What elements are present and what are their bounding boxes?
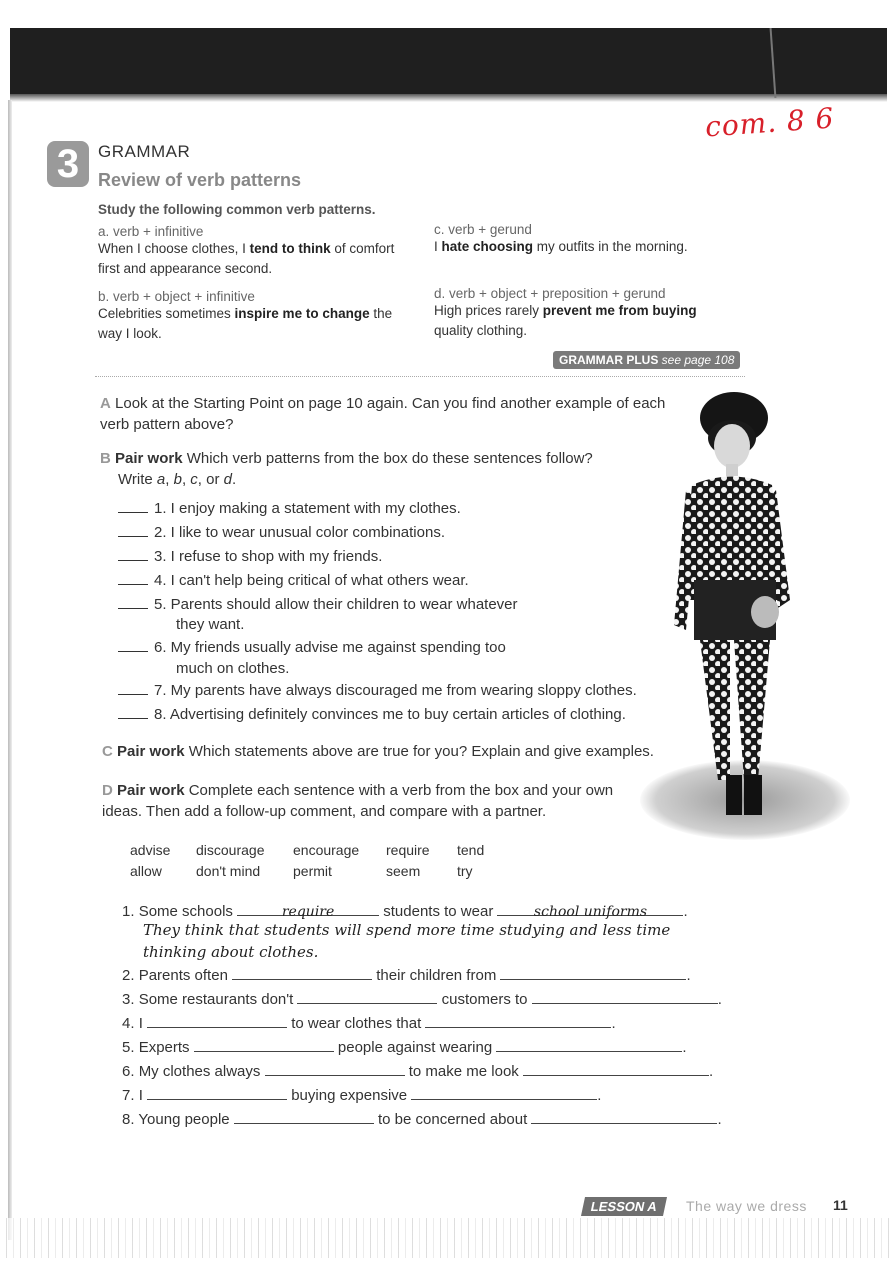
list-item-continuation: much on clothes. [176,660,290,677]
section-title: GRAMMAR [98,142,191,161]
answer-blank[interactable] [500,965,686,980]
answer-blank[interactable] [523,1061,709,1076]
answer-blank[interactable] [118,639,148,652]
answer-blank[interactable] [118,500,148,513]
unit-title: The way we dress [686,1198,807,1214]
sentence-7: 7. I buying expensive . [122,1087,602,1104]
pattern-heading: c. verb + gerund [434,222,532,237]
answer-blank[interactable] [118,572,148,585]
answer-blank[interactable] [297,989,437,1004]
answer-blank[interactable] [496,1037,682,1052]
section-divider [95,376,745,377]
lesson-tag: LESSON A [581,1197,667,1216]
list-item: 3. I refuse to shop with my friends. [118,546,382,567]
pattern-heading: b. verb + object + infinitive [98,289,255,304]
list-item: 4. I can't help being critical of what others wear. [118,570,469,591]
exercise-a [100,393,675,435]
list-item: 5. Parents should allow their children to wear whatever [118,594,518,615]
pattern-heading: d. verb + object + preposition + gerund [434,286,666,301]
answer-blank[interactable]: school uniforms [497,901,683,916]
exercise-letter: D [102,782,113,799]
pattern-d [434,286,724,341]
sentence-5: 5. Experts people against wearing . [122,1039,687,1056]
list-item: 6. My friends usually advise me against spending too [118,637,506,658]
intro-text: Study the following common verb patterns. [98,202,376,217]
answer-blank[interactable] [118,548,148,561]
pair-work-label: Pair work [117,782,185,799]
exercise-letter: B [100,450,111,467]
pattern-a [98,224,398,279]
grammar-plus-link[interactable]: GRAMMAR PLUS see page 108 [553,351,740,369]
answer-blank[interactable] [147,1013,287,1028]
answer-blank[interactable] [194,1037,334,1052]
list-item: 8. Advertising definitely convinces me to buy certain articles of clothing. [118,704,626,725]
word-box-col: advise allow [130,842,171,879]
answer-blank[interactable] [532,989,718,1004]
answer-blank[interactable] [531,1109,717,1124]
word-box-col: tend try [457,842,485,879]
pair-work-label: Pair work [115,450,183,467]
pattern-heading: a. verb + infinitive [98,224,204,239]
exercise-b: B Pair work Which verb patterns from the box do these sentences follow? Write a, b, c, or d. [100,450,593,488]
exercise-text: Look at the Starting Point on page 10 again. Can you find another example of each verb pattern above? [100,395,666,433]
exercise-c [102,741,722,762]
exercise-letter: C [102,743,113,760]
word-box-col: require seem [386,842,430,879]
pattern-example: High prices rarely prevent me from buying quality clothing. [434,303,697,338]
word-box-col: discourage don't mind [196,842,265,879]
section-number-badge: 3 [47,141,89,187]
handwritten-note: com. 8 6 [704,101,836,144]
pattern-example: When I choose clothes, I tend to think of comfort first and appearance second. [98,241,395,276]
list-item: 1. I enjoy making a statement with my clothes. [118,498,461,519]
exercise-letter: A [100,395,111,412]
exercise-text: Complete each sentence with a verb from the box and your own ideas. Then add a follow-up comment, and compare with a partner. [102,782,614,820]
top-band-fade [10,94,887,102]
section-subtitle: Review of verb patterns [98,170,302,190]
top-dark-band [10,28,887,94]
answer-blank[interactable] [425,1013,611,1028]
answer-blank[interactable] [118,682,148,695]
list-item: 2. I like to wear unusual color combinations. [118,522,445,543]
sentence-6: 6. My clothes always to make me look . [122,1063,714,1080]
exercise-text: Which verb patterns from the box do these sentences follow? [186,450,593,467]
list-item: 7. My parents have always discouraged me from wearing sloppy clothes. [118,680,637,701]
pattern-example: Celebrities sometimes inspire me to change the way I look. [98,306,393,341]
answer-blank[interactable] [232,965,372,980]
sentence-3: 3. Some restaurants don't customers to . [122,991,722,1008]
handwritten-comment: They think that students will spend more time studying and less time thinking about clothes. [143,921,671,961]
pattern-example: I hate choosing my outfits in the morning. [434,239,688,254]
sentence-8: 8. Young people to be concerned about . [122,1111,722,1128]
bottom-scan-noise [0,1218,893,1258]
sentence-1: 1. Some schools require students to wear school uniforms . [122,903,688,920]
answer-blank[interactable] [147,1085,287,1100]
pair-work-label: Pair work [117,743,185,760]
pattern-c [434,222,724,257]
answer-blank[interactable] [411,1085,597,1100]
exercise-text: Which statements above are true for you? Explain and give examples. [188,743,654,760]
sentence-2: 2. Parents often their children from . [122,967,691,984]
answer-blank[interactable]: require [237,901,379,916]
answer-blank[interactable] [118,596,148,609]
answer-blank[interactable] [118,524,148,537]
answer-blank[interactable] [265,1061,405,1076]
woman-photo [672,390,802,830]
word-box-col: encourage permit [293,842,360,879]
page-number: 11 [833,1197,848,1213]
list-item-continuation: they want. [176,616,245,633]
exercise-d [102,780,637,822]
left-scan-edge [8,100,12,1240]
answer-blank[interactable] [118,706,148,719]
sentence-4: 4. I to wear clothes that . [122,1015,616,1032]
answer-blank[interactable] [234,1109,374,1124]
pattern-b [98,289,398,344]
